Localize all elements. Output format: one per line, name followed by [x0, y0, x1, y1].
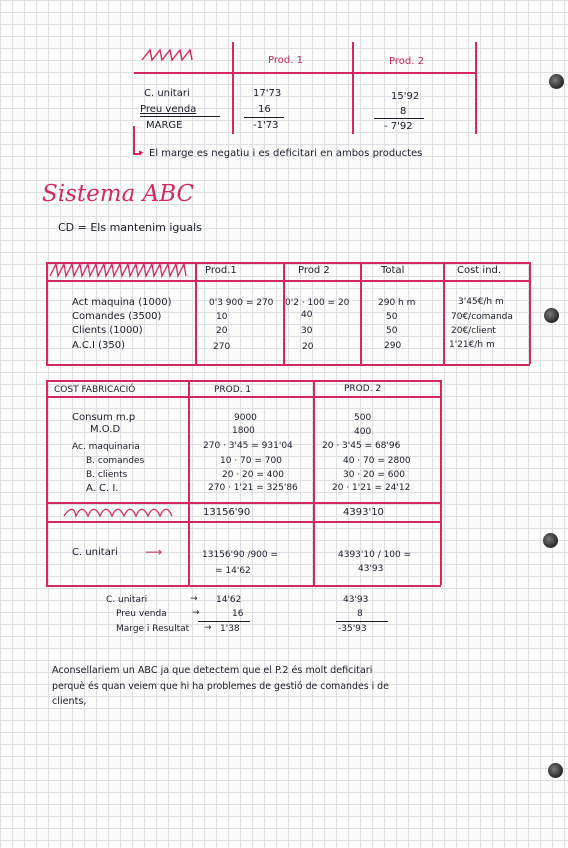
t3-label: Consum m.p: [72, 412, 136, 423]
t2-total: 50: [386, 326, 398, 336]
sum-p2: 43'93: [343, 595, 369, 605]
t1-divider: [352, 42, 354, 134]
t2-line: [46, 262, 530, 264]
t2-p1: 10: [216, 312, 228, 322]
binder-hole: [543, 533, 558, 548]
t1-p1-price: 16: [258, 104, 271, 115]
t1-header-line: [134, 72, 476, 74]
t3-line: [46, 380, 441, 382]
t2-label: A.C.I (350): [72, 340, 126, 351]
arrow-icon: →: [204, 623, 212, 633]
t1-divider: [232, 42, 234, 134]
arrow-icon: →: [192, 608, 200, 618]
t1-p1-cost: 17'73: [253, 88, 282, 99]
note-arrow: [133, 126, 135, 154]
cd-note: CD = Els mantenim iguals: [58, 221, 202, 234]
scribble-decoration: [140, 46, 200, 64]
t2-p2: 20: [302, 342, 314, 352]
t3-line: [46, 502, 441, 504]
t2-header-cost: Cost ind.: [457, 265, 502, 276]
section-title: Sistema ABC: [42, 181, 195, 207]
t2-line: [46, 364, 530, 366]
t2-header-prod2: Prod 2: [298, 265, 330, 276]
t1-p2-margin: - 7'92: [384, 121, 413, 132]
t1-header-prod2: Prod. 2: [389, 56, 424, 67]
t3-p1: 20 · 20 = 400: [222, 470, 284, 480]
scribble-decoration: [62, 505, 180, 519]
t1-label-margin: MARGE: [146, 120, 183, 131]
t2-label: Comandes (3500): [72, 311, 162, 322]
t1-label-cost: C. unitari: [144, 88, 190, 99]
t3-total-p1: 13156'90: [203, 507, 251, 518]
t2-p1: 20: [216, 326, 228, 336]
t3-line: [46, 521, 441, 523]
sum-label: C. unitari: [106, 595, 148, 605]
t2-divider: [283, 262, 285, 364]
t2-divider: [195, 262, 197, 364]
conclusion-line: Aconsellariem un ABC ja que detectem que el P.2 és molt deficitari: [52, 665, 373, 676]
t2-divider: [443, 262, 445, 364]
t3-label: M.O.D: [90, 424, 121, 435]
t3-divider: [188, 380, 190, 585]
t3-line: [46, 585, 441, 587]
sum-label: Preu venda: [116, 609, 167, 619]
rule: [140, 116, 220, 117]
arrow-icon: →: [190, 594, 198, 604]
t2-cost: 70€/comanda: [451, 312, 513, 322]
rule: [374, 118, 424, 119]
t3-label: A. C. I.: [86, 483, 119, 494]
t3-total-p2: 4393'10: [343, 507, 384, 518]
t2-label: Clients (1000): [72, 325, 143, 336]
t3-label: B. clients: [86, 470, 128, 480]
t3-p1: 270 · 1'21 = 325'86: [208, 483, 298, 493]
t3-p2: 400: [354, 427, 372, 437]
binder-hole: [544, 308, 559, 323]
arrow-icon: ⟶: [145, 545, 163, 559]
t1-p1-margin: -1'73: [253, 120, 279, 131]
t2-p2: 40: [301, 310, 313, 320]
t2-p1: 0'3 900 = 270: [209, 298, 274, 308]
conclusion-line: perquè és quan veiem que hi ha problemes de gestió de comandes i de: [52, 681, 389, 692]
t3-header-prod2: PROD. 2: [344, 384, 382, 394]
t3-unit-p1: 13156'90 /900 =: [202, 550, 279, 560]
t2-total: 290 h m: [378, 298, 416, 308]
t2-p1: 270: [213, 342, 231, 352]
t2-divider: [360, 262, 362, 364]
t2-cost: 3'45€/h m: [458, 297, 504, 307]
t2-header-prod1: Prod.1: [205, 265, 237, 276]
t3-divider: [46, 380, 48, 585]
t3-header-prod1: PROD. 1: [214, 385, 252, 395]
t2-cost: 1'21€/h m: [449, 340, 495, 350]
sum-p2: -35'93: [338, 624, 367, 634]
rule: [336, 621, 388, 622]
t1-header-prod1: Prod. 1: [268, 55, 303, 66]
t1-p2-cost: 15'92: [391, 91, 420, 102]
binder-hole: [549, 74, 564, 89]
t3-line: [46, 396, 441, 398]
t3-p2: 500: [354, 413, 372, 423]
sum-label: Marge i Resultat: [116, 624, 190, 634]
note-arrow-head: ▸: [139, 148, 144, 158]
t3-divider: [313, 380, 315, 585]
t2-divider: [529, 262, 531, 364]
t2-total: 50: [386, 312, 398, 322]
t3-p2: 20 · 1'21 = 24'12: [332, 483, 411, 493]
t3-p2: 40 · 70 = 2800: [343, 456, 411, 466]
t3-unit-p2-result: 43'93: [358, 564, 384, 574]
t3-divider: [440, 380, 442, 585]
t1-divider: [475, 42, 477, 134]
sum-p1: 16: [232, 609, 244, 619]
t2-p2: 0'2 · 100 = 20: [285, 298, 350, 308]
t2-p2: 30: [301, 326, 313, 336]
t3-header-label: COST FABRICACIÓ: [54, 385, 136, 395]
t2-line: [46, 280, 530, 282]
t3-p2: 20 · 3'45 = 68'96: [322, 441, 401, 451]
t3-p1: 9000: [234, 413, 257, 423]
t3-unit-label: C. unitari: [72, 547, 118, 558]
t1-label-price: Preu venda: [140, 104, 197, 115]
t3-p1: 10 · 70 = 700: [220, 456, 282, 466]
t3-label: Ac. maquinaria: [72, 442, 140, 452]
t1-p2-price: 8: [400, 106, 407, 117]
t2-total: 290: [384, 341, 402, 351]
scribble-decoration: [48, 261, 193, 279]
t3-p1: 270 · 3'45 = 931'04: [203, 441, 293, 451]
sum-p2: 8: [357, 609, 363, 619]
rule: [244, 117, 284, 118]
sum-p1: 14'62: [216, 595, 242, 605]
t2-header-total: Total: [381, 265, 405, 276]
t2-cost: 20€/client: [451, 326, 496, 336]
conclusion-line: clients,: [52, 696, 87, 707]
sum-p1: 1'38: [220, 624, 240, 634]
t3-unit-p1-result: = 14'62: [215, 566, 251, 576]
t3-p2: 30 · 20 = 600: [343, 470, 405, 480]
t1-note: El marge es negatiu i es deficitari en ambos productes: [149, 148, 423, 159]
t3-unit-p2: 4393'10 / 100 =: [338, 550, 412, 560]
t2-divider: [46, 262, 48, 364]
binder-hole: [548, 763, 563, 778]
t2-label: Act maquina (1000): [72, 297, 172, 308]
t3-p1: 1800: [232, 426, 255, 436]
t3-label: B. comandes: [86, 456, 145, 466]
